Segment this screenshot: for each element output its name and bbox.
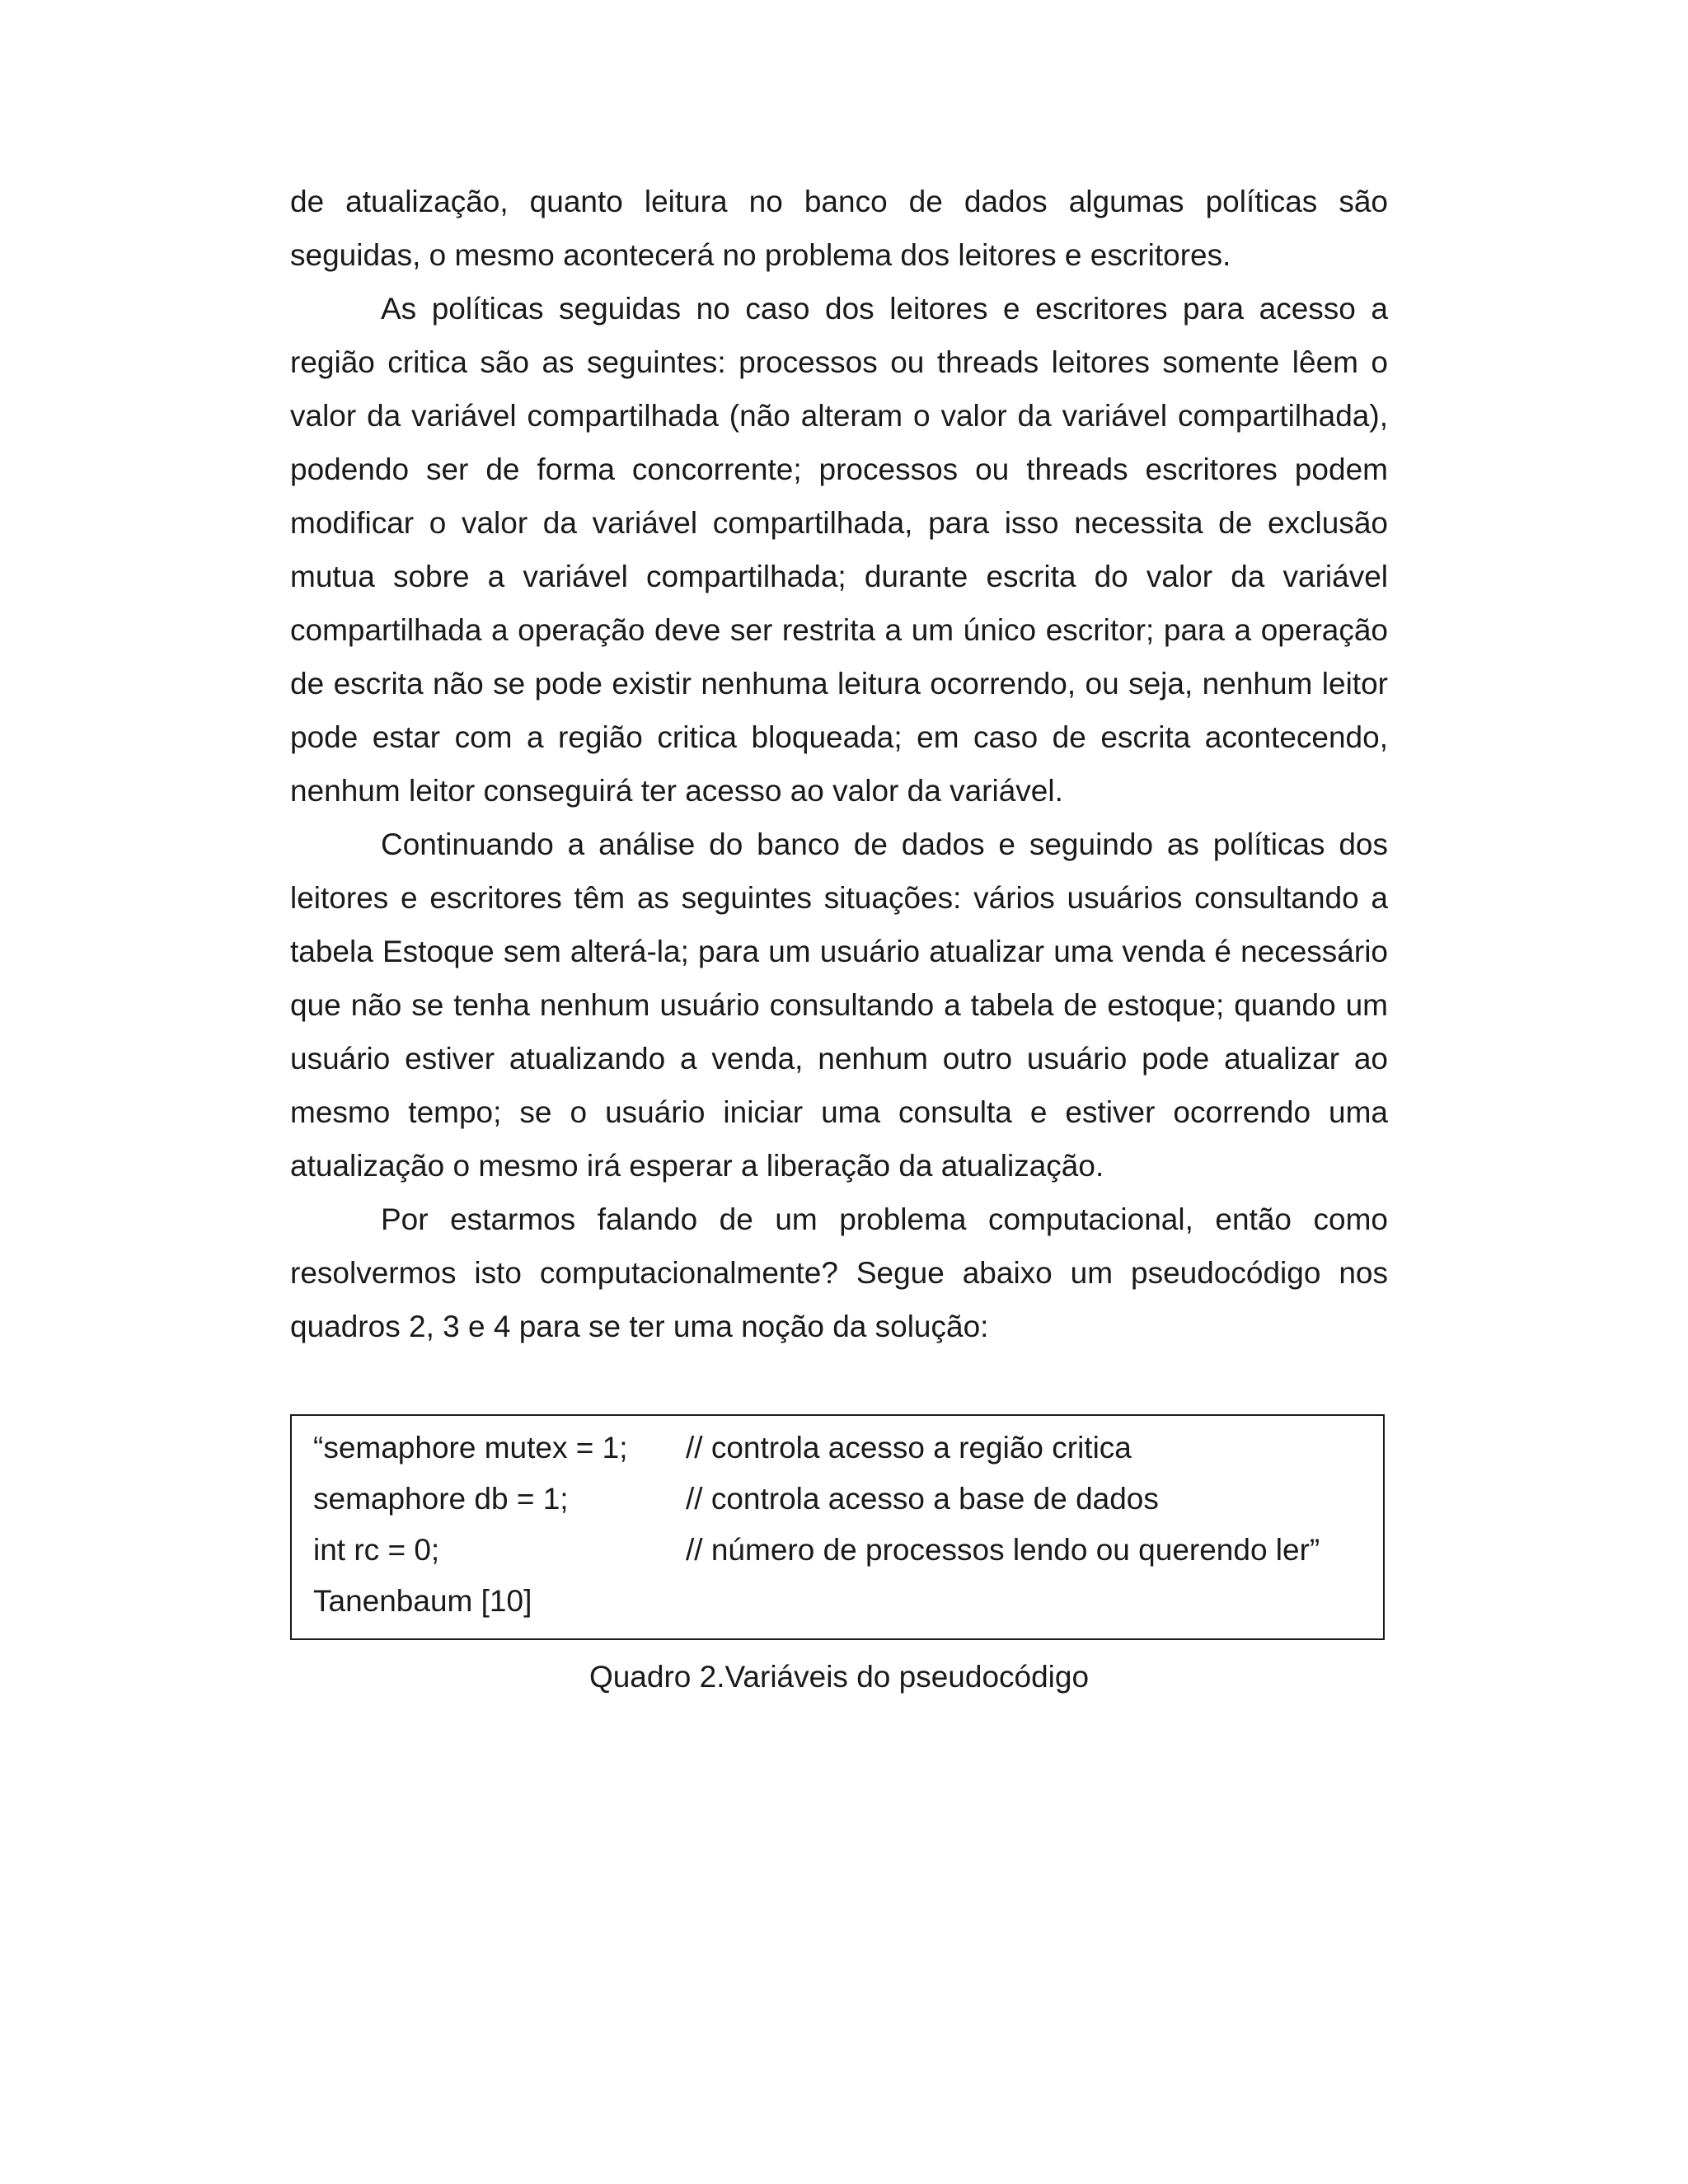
paragraph-2: As políticas seguidas no caso dos leitores e escritores para acesso a região critica são as seguintes: processos ou threads leitores somente lêem o valor da variável compartilhada (não alteram o valor da variável compartilhada), podendo ser de forma concorrente; processos ou threads escritores podem modificar o valor da variável compartilhada, para isso necessita de exclusão mutua sobre a variável compartilhada; durante escrita do valor da variável compartilhada a operação deve ser restrita a um único escritor; para a operação de escrita não se pode existir nenhuma leitura ocorrendo, ou seja, nenhum leitor pode estar com a região critica bloqueada; em caso de escrita acontecendo, nenhum leitor conseguirá ter acesso ao valor da variável. bbox=[290, 292, 1388, 808]
comment-db: // controla acesso a base de dados bbox=[686, 1482, 1159, 1516]
comment-mutex: // controla acesso a região critica bbox=[686, 1431, 1132, 1465]
paragraph-1: de atualização, quanto leitura no banco de dados algumas políticas são seguidas, o mesmo acontecerá no problema dos leitores e escritores. bbox=[290, 185, 1388, 272]
comment-rc: // número de processos lendo ou querendo ler” bbox=[686, 1533, 1320, 1567]
citation: Tanenbaum [10] bbox=[313, 1584, 532, 1618]
paragraph-4: Por estarmos falando de um problema computacional, então como resolvermos isto computacionalmente? Segue abaixo um pseudocódigo nos quadros 2, 3 e 4 para se ter uma noção da solução: bbox=[290, 1202, 1388, 1343]
code-line-db: semaphore db = 1; bbox=[313, 1482, 569, 1516]
body-text bbox=[290, 175, 1388, 1353]
pseudocode-box bbox=[290, 1414, 1385, 1640]
figure-caption: Quadro 2.Variáveis do pseudocódigo bbox=[588, 1660, 1090, 1694]
code-line-mutex: “semaphore mutex = 1; bbox=[313, 1431, 628, 1465]
paragraph-3: Continuando a análise do banco de dados e seguindo as políticas dos leitores e escritores têm as seguintes situações: vários usuários consultando a tabela Estoque sem alterá-la; para um usuário atualizar uma venda é necessário que não se tenha nenhum usuário consultando a tabela de estoque; quando um usuário estiver atualizando a venda, nenhum outro usuário pode atualizar ao mesmo tempo; se o usuário iniciar uma consulta e estiver ocorrendo uma atualização o mesmo irá esperar a liberação da atualização. bbox=[290, 827, 1388, 1183]
code-line-rc: int rc = 0; bbox=[313, 1533, 440, 1567]
